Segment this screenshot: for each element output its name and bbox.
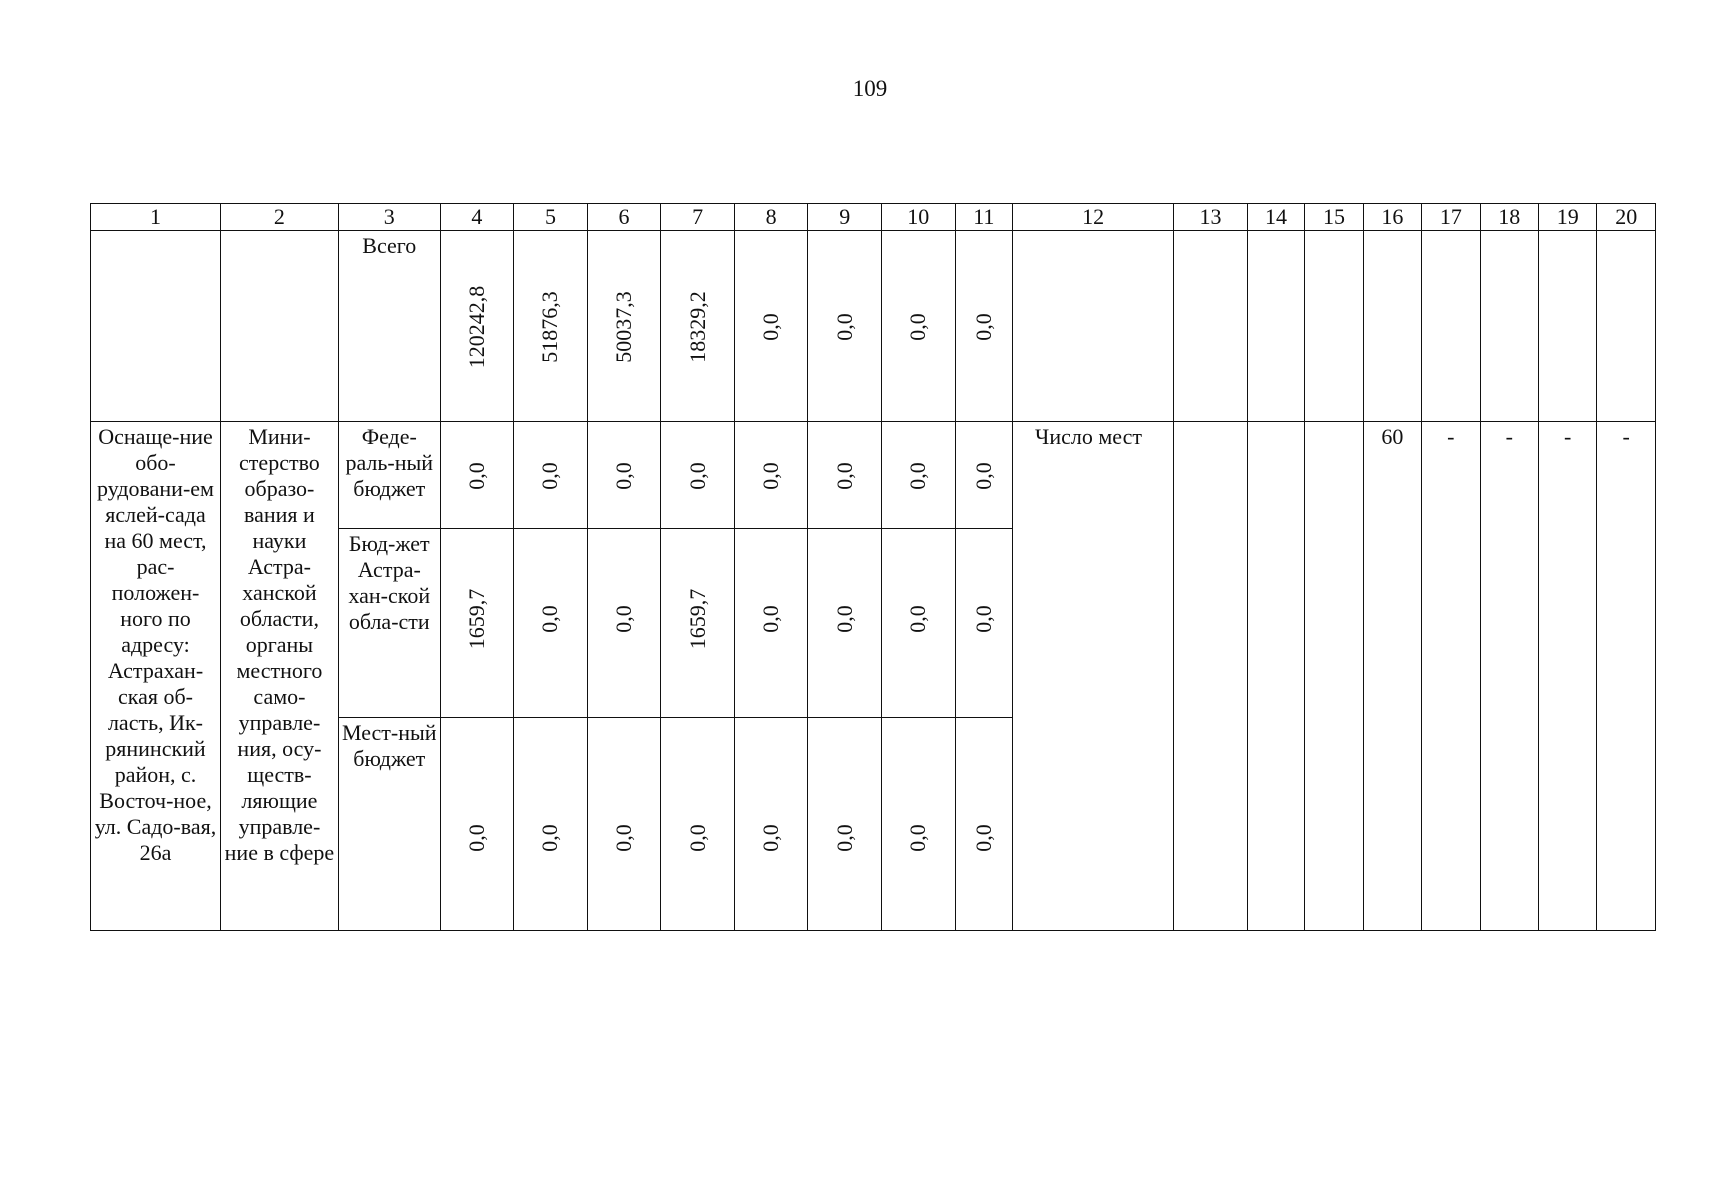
total-value-cell (440, 231, 514, 422)
indicator-col14 (1247, 422, 1304, 931)
empty-cell (1422, 231, 1480, 422)
indicator-col18 (1480, 422, 1538, 931)
total-value: 0,0 (758, 313, 784, 341)
activity-description: Оснаще-ние обо-рудовани-ем яслей-сада на 60 мест, рас-положен-ного по адресу: Астрахан-ская об-ласть, Ик-рянинский район, с. Восточ-ное, ул. Садо-вая, 26а (94, 424, 217, 865)
value: 0,0 (684, 824, 710, 852)
col-header: 1 (91, 204, 221, 231)
total-value: 51876,3 (537, 291, 563, 363)
total-value-cell (734, 231, 808, 422)
value-cell (661, 718, 735, 931)
col-header: 5 (514, 204, 588, 231)
value: 0,0 (611, 462, 637, 490)
col-header: 8 (734, 204, 808, 231)
indicator-value: - (1505, 424, 1513, 449)
indicator-name: Число мест (1035, 424, 1142, 449)
value: 0,0 (684, 462, 710, 490)
value-cell (514, 718, 588, 931)
executor-cell (220, 422, 338, 931)
funding-label-cell (338, 529, 440, 718)
col-header: 14 (1247, 204, 1304, 231)
empty-cell (1363, 231, 1421, 422)
value-cell (882, 718, 956, 931)
empty-cell (91, 231, 221, 422)
value: 0,0 (463, 824, 489, 852)
funding-label: Мест-ный бюджет (341, 720, 437, 771)
value-cell (734, 529, 808, 718)
value: 0,0 (537, 605, 563, 633)
value: 1659,7 (684, 588, 710, 650)
value: 0,0 (537, 824, 563, 852)
funding-label: Бюд-жет Астра-хан-ской обла-сти (348, 531, 431, 634)
indicator-value (1174, 422, 1247, 424)
total-value: 50037,3 (611, 291, 637, 363)
total-value-cell (661, 231, 735, 422)
executor-description: Мини-стерство образо-вания и науки Астра-ханской области, органы местного само-управле-ния, осу-ществ-ляющие управле-ние в сфере (224, 424, 335, 865)
value: 0,0 (611, 605, 637, 633)
col-header: 2 (220, 204, 338, 231)
value-cell (661, 422, 735, 529)
indicator-value (1305, 422, 1362, 424)
value: 0,0 (905, 605, 931, 633)
empty-cell (1247, 231, 1304, 422)
value-cell (440, 422, 514, 529)
total-value-cell (882, 231, 956, 422)
indicator-value: 60 (1381, 424, 1404, 449)
federal-budget-row (91, 422, 1656, 529)
empty-cell (1305, 231, 1363, 422)
value: 0,0 (758, 462, 784, 490)
empty-cell (1013, 231, 1174, 422)
col-header: 18 (1480, 204, 1538, 231)
value-cell (587, 422, 661, 529)
value-cell (514, 422, 588, 529)
total-value-cell (514, 231, 588, 422)
total-value-cell (955, 231, 1012, 422)
value-cell (734, 422, 808, 529)
total-value-cell (808, 231, 882, 422)
indicator-col20 (1597, 422, 1656, 931)
empty-cell (220, 231, 338, 422)
total-value: 120242,8 (463, 285, 489, 369)
total-value-cell (587, 231, 661, 422)
col-header: 10 (882, 204, 956, 231)
col-header: 11 (955, 204, 1012, 231)
total-label-cell (338, 231, 440, 422)
col-header: 19 (1539, 204, 1597, 231)
value-cell (808, 529, 882, 718)
value-cell (440, 718, 514, 931)
page-number: 109 (852, 76, 888, 101)
budget-table (90, 203, 1656, 931)
empty-cell (1174, 231, 1248, 422)
indicator-value: - (1447, 424, 1455, 449)
value-cell (514, 529, 588, 718)
value-cell (955, 529, 1012, 718)
empty-cell (1539, 231, 1597, 422)
value: 1659,7 (463, 588, 489, 650)
value: 0,0 (831, 824, 857, 852)
total-label: Всего (362, 233, 417, 258)
value-cell (734, 718, 808, 931)
col-header: 12 (1013, 204, 1174, 231)
indicator-value: - (1564, 424, 1572, 449)
value-cell (587, 718, 661, 931)
col-header: 9 (808, 204, 882, 231)
indicator-value: - (1622, 424, 1630, 449)
value-cell (955, 422, 1012, 529)
col-header: 13 (1174, 204, 1248, 231)
activity-cell (91, 422, 221, 931)
value: 0,0 (463, 462, 489, 490)
value: 0,0 (831, 462, 857, 490)
total-value: 0,0 (831, 313, 857, 341)
indicator-name-cell (1013, 422, 1174, 931)
value: 0,0 (970, 824, 996, 852)
value: 0,0 (970, 462, 996, 490)
value: 0,0 (537, 462, 563, 490)
col-header: 7 (661, 204, 735, 231)
empty-cell (1480, 231, 1538, 422)
indicator-col16 (1363, 422, 1421, 931)
funding-label: Феде-раль-ный бюджет (345, 424, 434, 501)
column-number-row (91, 204, 1656, 231)
value: 0,0 (905, 824, 931, 852)
indicator-col19 (1539, 422, 1597, 931)
value-cell (587, 529, 661, 718)
empty-cell (1597, 231, 1656, 422)
funding-label-cell (338, 422, 440, 529)
total-value: 18329,2 (684, 291, 710, 363)
col-header: 3 (338, 204, 440, 231)
funding-label-cell (338, 718, 440, 931)
indicator-col13 (1174, 422, 1248, 931)
indicator-col17 (1422, 422, 1480, 931)
total-row (91, 231, 1656, 422)
value: 0,0 (611, 824, 637, 852)
value: 0,0 (831, 605, 857, 633)
value: 0,0 (905, 462, 931, 490)
total-value: 0,0 (970, 313, 996, 341)
indicator-value (1248, 422, 1304, 424)
value: 0,0 (758, 824, 784, 852)
value-cell (882, 529, 956, 718)
col-header: 15 (1305, 204, 1363, 231)
value-cell (808, 422, 882, 529)
col-header: 20 (1597, 204, 1656, 231)
value-cell (808, 718, 882, 931)
indicator-col15 (1305, 422, 1363, 931)
value: 0,0 (970, 605, 996, 633)
col-header: 17 (1422, 204, 1480, 231)
value-cell (955, 718, 1012, 931)
col-header: 6 (587, 204, 661, 231)
value-cell (882, 422, 956, 529)
col-header: 16 (1363, 204, 1421, 231)
value: 0,0 (758, 605, 784, 633)
value-cell (661, 529, 735, 718)
total-value: 0,0 (905, 313, 931, 341)
col-header: 4 (440, 204, 514, 231)
value-cell (440, 529, 514, 718)
